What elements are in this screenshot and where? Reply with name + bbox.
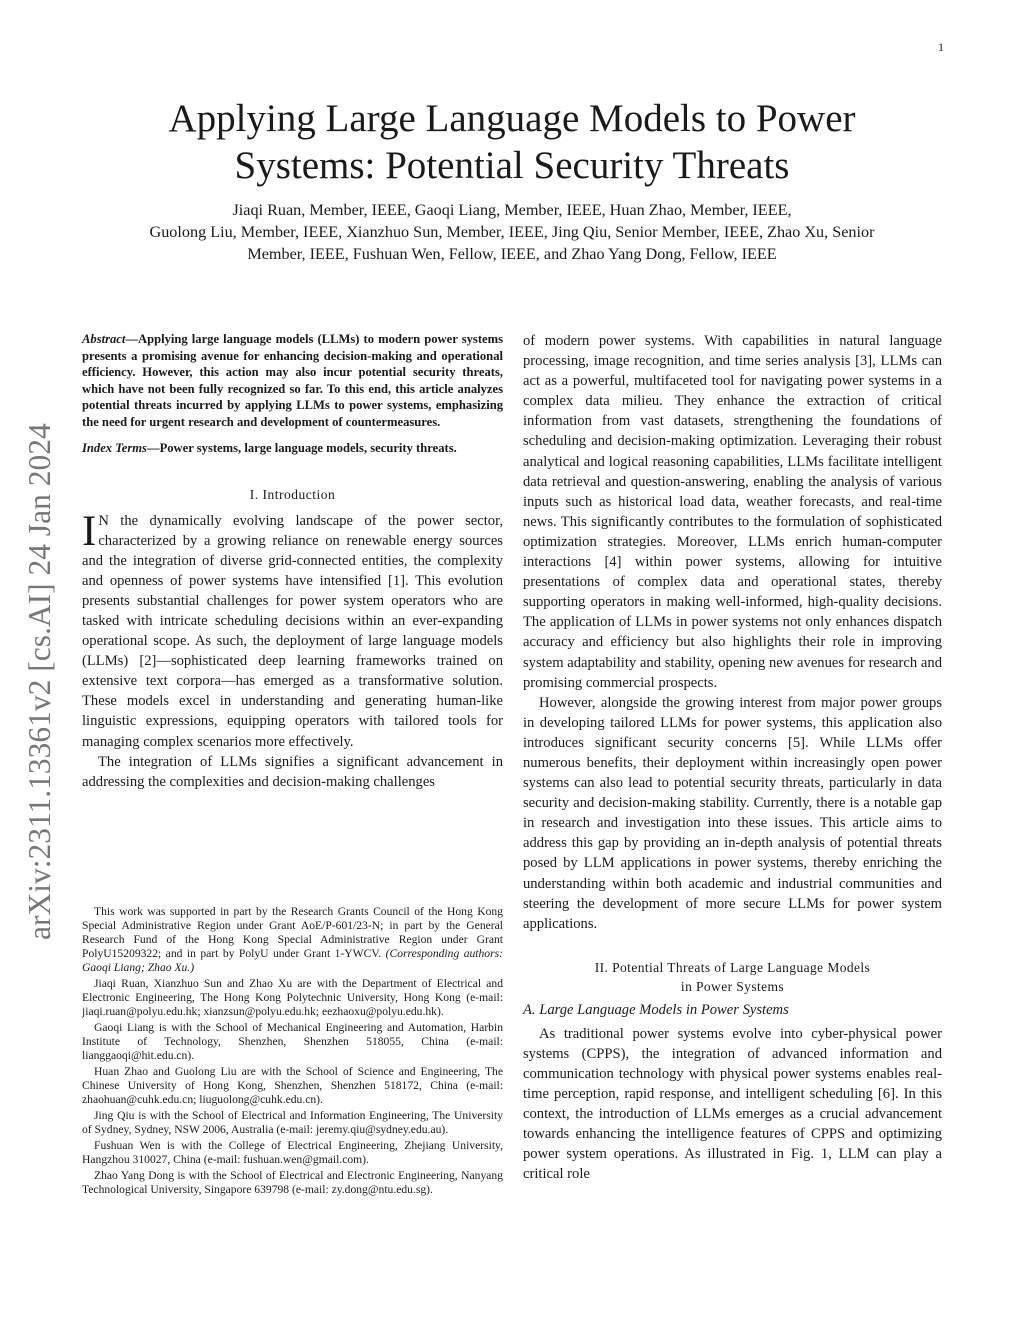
footnote-affiliation-4: Jing Qiu is with the School of Electrical and Information Engineering, The University of Sydney, Sydney, NSW 2006, Australia (e-mail: jeremy.qiu@sydney.edu.au). [82,1109,503,1136]
footnote-affiliation-6: Zhao Yang Dong is with the School of Electrical and Electronic Engineering, Nanyang Technological University, Singapore 639798 (e-mail: zy.dong@ntu.edu.sg). [82,1169,503,1196]
authors-line-1: Jiaqi Ruan, Member, IEEE, Gaoqi Liang, Member, IEEE, Huan Zhao, Member, IEEE, [232,201,792,219]
section-2-heading-line-1: II. Potential Threats of Large Language Models [594,959,871,975]
abstract [82,331,503,430]
index-terms-text: —Power systems, large language models, security threats. [146,441,457,455]
footnote-affiliation-3: Huan Zhao and Guolong Liu are with the School of Science and Engineering, The Chinese University of Hong Kong, Shenzhen, Shenzhen 518172, China (e-mail: zhaohuan@cuhk.edu.cn; liuguolong@cuhk.edu.cn). [82,1065,503,1106]
title-line-1: Applying Large Language Models to Power [168,97,856,140]
subsection-heading-a: A. Large Language Models in Power Systems [523,1001,789,1018]
footnotes [82,905,503,1199]
footnote-affiliation-2: Gaoqi Liang is with the School of Mechanical Engineering and Automation, Harbin Institute of Technology, Shenzhen, Shenzhen 518055, China (e-mail: lianggaoqi@hit.edu.cn). [82,1021,503,1062]
right-paragraph-3: As traditional power systems evolve into cyber-physical power systems (CPPS), the integration of advanced information and communication technology with physical power systems enables real-time perception, rapid response, and intelligent scheduling [6]. In this context, the introduction of LLMs emerges as a crucial advancement towards enhancing the intelligence features of CPPS and optimizing power system operations. As illustrated in Fig. 1, LLM can play a critical role [523,1025,942,1183]
page-number: 1 [938,40,944,54]
section-2-heading-line-2: in Power Systems [680,978,785,994]
abstract-text: —Applying large language models (LLMs) to modern power systems presents a promising avenue for enhancing decision-making and operational efficiency. However, this action may also incur potential security threats, which have not been fully recognized so far. To this end, this article analyzes potential threats incurred by applying LLMs to power systems, emphasizing the need for urgent research and development of countermeasures. [82,332,503,429]
footnote-corresponding: (Corresponding authors: Gaoqi Liang; Zhao Xu.) [82,947,503,974]
authors-line-2: Guolong Liu, Member, IEEE, Xianzhuo Sun, Member, IEEE, Jing Qiu, Senior Member, IEEE, Zhao Xu, Senior [149,223,875,241]
right-paragraph-1: of modern power systems. With capabilities in natural language processing, image recognition, and time series analysis [3], LLMs can act as a powerful, multifaceted tool for navigating power systems in a complex data milieu. They enhance the extraction of critical information from vast datasets, strengthening the foundations of scheduling and decision-making optimization. Leveraging their robust analytical and logical reasoning capabilities, LLMs facilitate intelligent data retrieval and question-answering, enabling the analysis of various inputs such as historical load data, weather forecasts, and real-time news. This significantly contributes to the formulation of sophisticated optimization strategies. Moreover, LLMs enrich human-computer interactions [4] within power systems, allowing for intuitive presentations of complex data and operational states, thereby supporting operators in making well-informed, high-quality decisions. The application of LLMs in power systems not only enhances dispatch accuracy and efficiency but also highlights their role in improving system adaptability and stability, opening new avenues for research and promising commercial prospects. [523,333,942,691]
author-list [86,199,938,265]
section-heading-potential-threats [523,958,942,996]
title-line-2: Systems: Potential Security Threats [234,144,790,187]
footnote-affiliation-5: Fushuan Wen is with the College of Electrical Engineering, Zhejiang University, Hangzhou 310027, China (e-mail: fushuan.wen@gmail.com). [82,1139,503,1166]
section-heading-introduction: I. Introduction [249,486,336,502]
index-terms-label: Index Terms [82,441,147,455]
right-paragraph-2: However, alongside the growing interest from major power groups in developing tailored LLMs for power systems, this application also introduces significant security concerns [5]. While LLMs offer numerous benefits, their deployment within increasingly open power systems can also lead to potential security threats, particularly in data security and decision-making stability. Currently, there is a notable gap in research and investigation into these issues. This article aims to address this gap by providing an in-depth analysis of potential threats posed by LLM applications in power systems, thereby enriching the understanding within both academic and industrial communities and steering the development of more secure LLMs for power system applications. [523,694,942,932]
left-column [82,331,503,792]
footnote-funding-text: This work was supported in part by the Research Grants Council of the Hong Kong Special Administrative Region under Grant AoE/P-601/23-N; in part by the General Research Fund of the Hong Kong Special Administrative Region under Grant PolyU15209322; and in part by PolyU under Grant 1-YWCV. [82,905,503,960]
right-column [523,331,942,1185]
index-terms [82,440,503,457]
arxiv-identifier: arXiv:2311.13361v2 [cs.AI] 24 Jan 2024 [22,423,57,940]
intro-paragraph-2: The integration of LLMs signifies a significant advancement in addressing the complexities and decision-making challenges [82,753,503,790]
footnote-funding [82,905,503,975]
footnote-affiliation-1: Jiaqi Ruan, Xianzhuo Sun and Zhao Xu are with the Department of Electrical and Electronic Engineering, The Hong Kong Polytechnic University, Hong Kong (e-mail: jiaqi.ruan@polyu.edu.hk; xianzsun@polyu.edu.hk; eezhaoxu@polyu.edu.hk). [82,977,503,1018]
abstract-label: Abstract [82,332,126,346]
intro-paragraph-1 [82,507,503,752]
intro-paragraph-1-text: N the dynamically evolving landscape of the power sector, characterized by a growing reliance on renewable energy sources and the integration of diverse grid-connected entities, the complexity and openness of power systems have intensified [1]. This evolution presents substantial challenges for power system operators who are tasked with intricate scheduling decisions within an ever-expanding operational scope. As such, the deployment of large language models (LLMs) [2]—sophisticated deep learning frameworks trained on extensive text corpora—has emerged as a transformative solution. These models excel in understanding and generating human-like linguistic expressions, equipping operators with tailored tools for managing complex scenarios more effectively. [82,512,503,750]
drop-cap: I [82,507,97,555]
paper-title [0,95,1024,189]
authors-line-3: Member, IEEE, Fushuan Wen, Fellow, IEEE, and Zhao Yang Dong, Fellow, IEEE [247,245,777,263]
